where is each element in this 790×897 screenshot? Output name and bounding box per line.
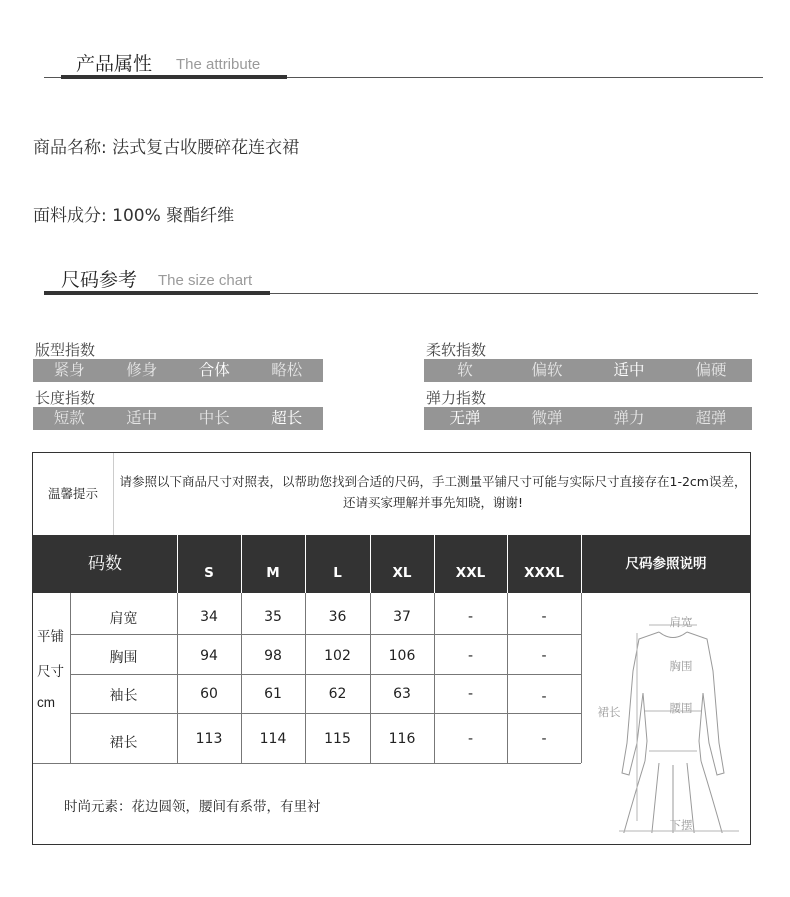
softness-option: 偏硬 — [695, 361, 727, 379]
table-cell: 36 — [328, 609, 347, 625]
header-separator — [305, 535, 306, 593]
table-cell: 60 — [200, 686, 218, 702]
table-cell: 98 — [264, 648, 282, 664]
diagram-label-shoulder: 肩宽 — [669, 615, 693, 629]
elasticity-option: 超弹 — [695, 409, 727, 427]
table-cell: 102 — [324, 648, 351, 664]
elasticity-index-label: 弹力指数 — [426, 389, 487, 407]
grid-line — [33, 763, 581, 764]
size-guide-header: 尺码参照说明 — [581, 535, 751, 593]
grid-line — [70, 674, 581, 675]
row-label-length: 裙长 — [109, 735, 138, 751]
fit-option-selected: 合体 — [198, 361, 230, 379]
diagram-label-chest: 胸围 — [669, 659, 693, 673]
table-cell: 113 — [195, 731, 223, 747]
table-cell: - — [541, 648, 547, 664]
table-cell: 115 — [324, 731, 351, 747]
elasticity-option-selected: 无弹 — [449, 409, 481, 427]
row-label-chest: 胸围 — [109, 650, 138, 666]
length-option: 短款 — [53, 409, 85, 427]
table-cell: - — [467, 648, 474, 664]
softness-option: 软 — [457, 361, 473, 379]
fit-index-bar — [33, 359, 323, 382]
fit-index-label: 版型指数 — [35, 341, 96, 359]
header-separator — [434, 535, 435, 593]
header-separator — [241, 535, 242, 593]
size-header: 码数 — [33, 535, 177, 593]
header-separator — [507, 535, 508, 593]
attribute-section-title: 产品属性 — [76, 53, 153, 75]
table-cell: - — [467, 609, 474, 625]
flat-measure-label: 尺寸 — [37, 664, 64, 680]
diagram-label-hem: 下摆 — [669, 818, 693, 832]
table-cell: 37 — [393, 609, 411, 625]
notice-label: 温馨提示 — [47, 486, 98, 501]
flat-measure-label: 平铺 — [37, 629, 64, 645]
notice-text: 请参照以下商品尺寸对照表，以帮助您找到合适的尺码，手工测量平铺尺寸可能与实际尺寸直接存在1-2cm误差，还请买家理解并事先知晓，谢谢! — [119, 474, 747, 510]
table-cell: 35 — [264, 609, 282, 625]
row-label-shoulder: 肩宽 — [109, 611, 138, 627]
size-table — [32, 452, 751, 845]
table-cell: 62 — [328, 686, 347, 702]
fabric-composition: 面料成分: 100% 聚酯纤维 — [33, 206, 235, 226]
attribute-rule-accent — [61, 75, 287, 79]
table-cell: 106 — [388, 648, 416, 664]
size-section-title: 尺码参考 — [61, 269, 138, 291]
grid-line — [70, 634, 581, 635]
fit-option: 略松 — [271, 361, 303, 379]
elasticity-option: 弹力 — [613, 409, 645, 427]
table-cell: 34 — [200, 609, 218, 625]
length-index-bar — [33, 407, 323, 430]
grid-line — [581, 593, 582, 763]
fashion-elements: 时尚元素：花边圆领，腰间有系带，有里衬 — [64, 799, 321, 815]
size-col-header: M — [241, 535, 305, 593]
softness-index-bar — [424, 359, 752, 382]
size-col-header: L — [305, 535, 370, 593]
length-option-selected: 超长 — [271, 409, 303, 427]
header-separator — [177, 535, 178, 593]
row-label-sleeve: 袖长 — [109, 688, 138, 704]
length-option: 中长 — [198, 409, 230, 427]
notice-divider — [113, 453, 114, 535]
fit-option: 紧身 — [53, 361, 85, 379]
dress-left-skirt — [617, 761, 645, 833]
dress-neckline — [659, 632, 687, 638]
header-separator — [370, 535, 371, 593]
attribute-section-subtitle: The attribute — [176, 56, 261, 73]
size-section-subtitle: The size chart — [158, 272, 253, 289]
diagram-label-length: 裙长 — [597, 705, 621, 719]
header-separator — [581, 535, 582, 593]
size-col-header: XXXL — [507, 535, 581, 593]
table-cell: 94 — [200, 648, 218, 664]
elasticity-option: 微弹 — [531, 409, 563, 427]
table-cell: - — [467, 731, 474, 747]
grid-line — [70, 713, 581, 714]
size-col-header: XXL — [434, 535, 507, 593]
table-cell: 116 — [388, 731, 416, 747]
dress-left-side — [643, 693, 647, 761]
table-cell: 114 — [259, 731, 287, 747]
diagram-label-waist: 腰围 — [669, 701, 693, 715]
elasticity-index-bar — [424, 407, 752, 430]
length-option: 适中 — [126, 409, 158, 427]
product-name: 商品名称: 法式复古收腰碎花连衣裙 — [33, 138, 300, 158]
softness-option-selected: 适中 — [613, 361, 645, 379]
flat-measure-unit: cm — [37, 695, 55, 710]
table-cell: - — [541, 609, 547, 625]
size-rule-accent — [44, 291, 270, 295]
table-cell: 63 — [393, 686, 411, 702]
size-col-header: S — [177, 535, 241, 593]
length-index-label: 长度指数 — [35, 389, 96, 407]
fit-option: 修身 — [126, 361, 158, 379]
softness-index-label: 柔软指数 — [426, 341, 487, 359]
table-cell: - — [541, 689, 547, 705]
table-cell: 61 — [264, 686, 282, 702]
size-col-header: XL — [370, 535, 434, 593]
softness-option: 偏软 — [531, 361, 563, 379]
table-cell: - — [467, 686, 474, 702]
table-cell: - — [541, 731, 547, 747]
